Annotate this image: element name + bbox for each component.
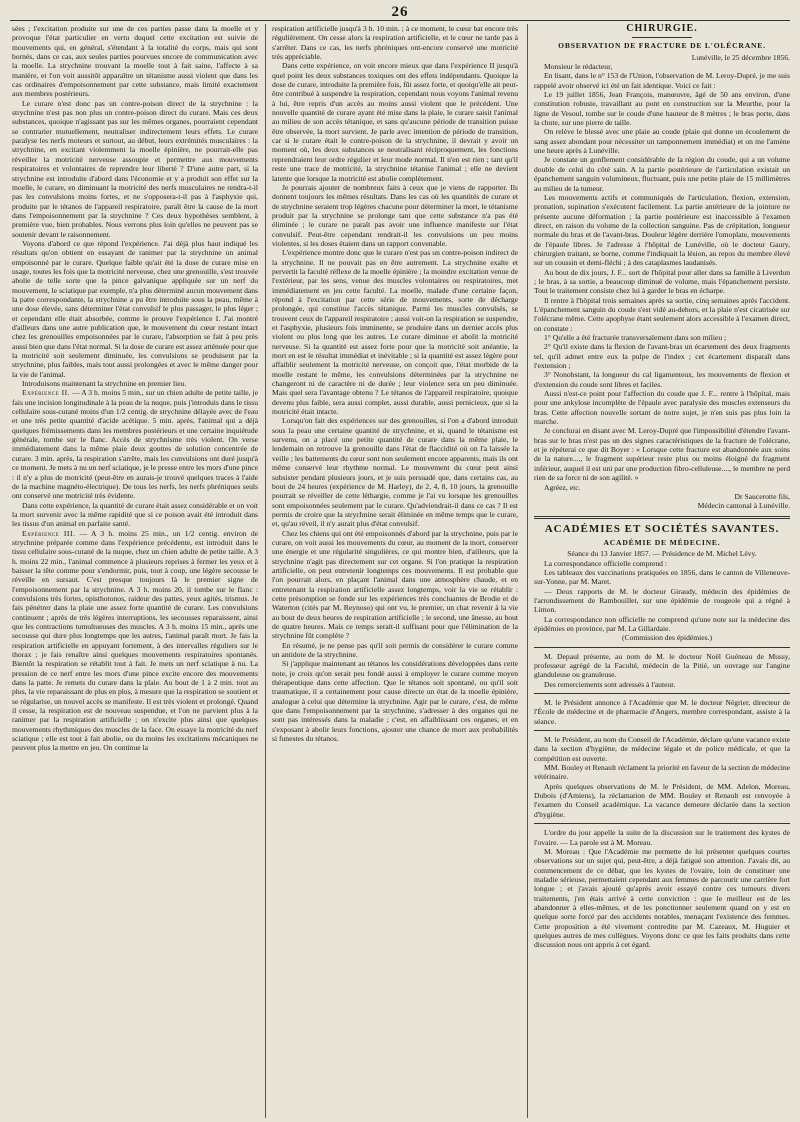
signature-title: Médecin cantonal à Lunéville. xyxy=(697,501,790,511)
signature: Dr Saucerotte fils, xyxy=(734,491,790,501)
closing: Agréez, etc. xyxy=(544,482,581,492)
paragraph: La correspondance officielle comprend : xyxy=(544,558,667,568)
paragraph: respiration artificielle jusqu'à 3 h. 10 min. ; à ce moment, le cœur bat encore très régulièrement. On cesse alors la respiration artificielle, et le cœur ne tarde pas à s'arrêter. Dans ce cas, les nerfs phréniques ont-encore conservé une motricité très appréciable. xyxy=(272,24,518,62)
divider xyxy=(534,693,790,694)
session-line: Séance du 13 Janvier 1857. — Présidence de M. Michel Lévy. xyxy=(567,549,757,559)
paragraph: Si j'applique maintenant au tétanos les considérations développées dans cette note, je crois qu'on serait peu fondé aussi à employer le curare comme moyen thérapeutique dans cette affection. Que le tétanos soit spontané, ou qu'il soit traumatique, il a certainement pour cause directe un état de la moelle épinière, analogue à celui que détermine la strychnine. Agir par le curare, c'est, de même que dans l'empoisonnement par la strychnine, s'adresser à des organes qui ne sont pas intéressés dans la maladie ; c'est, en affaiblissant ces organes, et en s'exposant à abolir leurs fonctions, ajouter une chance de mort aux probabilités si funestes du tétanos. xyxy=(272,659,518,744)
observation-title: OBSERVATION DE FRACTURE DE L'OLÉCRANE. xyxy=(558,41,766,51)
place-date: Lunéville, le 25 décembre 1856. xyxy=(691,52,790,62)
section-divider xyxy=(534,516,790,519)
paragraph: Je conclurai en disant avec M. Leroy-Dupré que l'impossibilité d'étendre l'avant-bras sur le bras n'est pas un des signes caractéristiques de la fracture de l'olécrane, et je répéterai ce que dit Boyer : « Lorsque cette fracture est abandonnée aux soins de la nature...., le fragment supérieur reste plus ou moins éloigné du fragment inférieur, auquel il est uni par une production fibro-celluleuse...., le membre ne perd rien de sa force ni de son agilité. » xyxy=(534,426,790,483)
column-2 xyxy=(272,24,518,1118)
paragraph: M. Depaul présente, au nom de M. le docteur Noël Guéneau de Mussy, professeur agrégé de la Faculté, médecin de la Pitié, un ouvrage sur l'angine glanduleuse ou granuleuse. xyxy=(534,651,790,680)
column-divider xyxy=(527,24,528,1118)
paragraph: On relève le blessé avec une plaie au coude (plaie qui donne un écoulement de sang assez abondant pour nécessiter un tamponnement immédiat) et on me l'amène une heure après à Lunéville. xyxy=(534,127,790,156)
paragraph: Après quelques observations de M. le Président, de MM. Adelon, Moreau, Dubois (d'Amiens), la réclamation de MM. Bouley et Renault est renvoyée à l'examen du Conseil académique. La vacance demeure déclarée dans la section d'hygiène. xyxy=(534,781,790,819)
section-title-chirurgie: CHIRURGIE. xyxy=(626,24,698,34)
paragraph: Lorsqu'on fait des expériences sur des grenouilles, si l'on a d'abord introduit sous la peau une certaine quantité de strychnine, et si, quand le tétanisme est survenu, on a placé une petite quantité de curare dans la même plaie, le lendemain on retrouve la grenouille dans l'état de flaccidité où on l'a laissée la veille ; les battements du cœur sont non seulement encore apparents, mais ils ont même conservé leur rhythme normal. Le mouvement du cœur peut ainsi subsister pendant plusieurs jours, et je suis persuadé que, dans certains cas, au bout de 24 heures (expérience de M. Harley), de 2, 4, 8, 10 jours, la grenouille pourrait se réveiller de cette léthargie, comme je l'ai vu lorsque les grenouilles sont empoisonnées seulement par le curare. Qu'adviendrait-il dans ce cas ? Il est permis de croire que la strychnine serait éliminée en même temps que le curare, et, qu'au réveil, il n'y aurait plus d'état convulsif. xyxy=(272,416,518,529)
paragraph: Chez les chiens qui ont été empoisonnés d'abord par la strychnine, puis par le curare, on voit aussi les mouvements du cœur, au moment de la mort, conserver une énergie et une régularité singulières, ce qui montre bien, d'ailleurs, que la strychnine n'agit pas directement sur cet organe. Si l'on pratique la respiration artificielle, on peut entretenir longtemps ces mouvements. Il est probable que l'on pourrait alors, en plaçant l'animal dans une atmosphère chaude, et en entretenant la respiration artificielle assez longtemps, voir la vie se rétablir : cette présomption se fonde sur les expériences très concluantes de Brodie et de Waterton (cités par M. Reynoso) qui ont vu, le premier, un chat revenir à la vie au bout de deux heures de respiration artificielle ; le second, une ânesse, au bout de quatre heures. Mais ce temps serait-il suffisant pour que l'élimination de la strychnine fût complète ? xyxy=(272,528,518,641)
paragraph: Le curare n'est donc pas un contre-poison direct de la strychnine : la strychnine n'est pas non plus un contre-poison direct du curare. Mais ces deux substances, quoique n'agissant pas sur les mêmes organes, pourraient cependant se contrarier mutuellement, neutraliser indirectement leurs effets. Le curare paralyse les nerfs moteurs et surtout, au début, leurs extrémités musculaires : la strychnine, en excitant violemment la moelle épinière, ne pourrait-elle pas réveiller la motricité nerveuse assoupie et permettre aux mouvements respiratoires et volontaires de reprendre leur liberté ? D'une autre part, si la strychnine est introduite d'abord dans l'économie et y a produit son effet sur la moelle, le curare, en diminuant la motricité des nerfs musculaires ne rendra-t-il pas les convulsions moins fortes, et ne s'opposera-t-il pas à l'asphyxie qui, produite par le tétanos de l'appareil respiratoire, paraît être la cause de la mort dans l'empoisonnement par la strychnine ? Ces deux hypothèses semblent, à première vue, bien probables. Nous verrons plus loin qu'elles ne peuvent pas se soutenir devant le raisonnement. xyxy=(12,98,258,239)
experiment-label: Expérience II. xyxy=(22,388,71,398)
paragraph: Les mouvements actifs et communiqués de l'articulation, flexion, extension, pronation, supination s'exécutent facilement. La partie antérieure de la jointure ne présente aucune déformation ; la partie postérieure est inaccessible à l'examen direct, en raison du volume de la collection sanguine. Pas de crépitation, longueur normale du bras et de l'avant-bras. Douleur légère derrière l'omoplate, mouvements de l'épaule libres. Je l'adresse à l'hôpital de Lunéville, où le docteur Gaury, chirurgien traitant, se borne, comme l'indiquait la lésion, au repos du membre élevé sur un coussin et demi-fléchi ; à des cataplasmes laudanisés. xyxy=(534,192,790,268)
paragraph: MM. Bouley et Renault réclament la priorité en faveur de la section de médecine vétérinaire. xyxy=(534,763,790,782)
paragraph: sées ; l'excitation produite sur une de ces parties passe dans la moelle et y provoque l'état particulier en vertu duquel cette excitation est suivie de mouvements qui, en général, s'étendant à la totalité du corps, mais qui sont bornés, dans ce cas, aux seules parties pourvues encore de communication avec la moelle. La strychnine trouvant la moelle tout à fait saine, l'affecte à sa manière, et l'on voit aussitôt apparaître un tétanisme aussi violent que dans les cas ordinaires d'empoisonnement par cette substance, mais limité exactement aux membres postérieurs. xyxy=(12,24,258,99)
academies-title: ACADÉMIES ET SOCIÉTÉS SAVANTES. xyxy=(544,522,780,535)
paragraph: Des remerciements sont adressés à l'auteur. xyxy=(544,679,676,689)
paragraph: L'expérience montre donc que le curare n'est pas un contre-poison indirect de la strychnine. Il ne pouvait pas en être autrement. La strychnine exalte et pervertit la faculté réflexe de la moelle épinière ; la moindre excitation venue de l'extérieur, par les sens, venue des muscles volontaires ou respiratoires, met immédiatement en jeu cette faculté. La moelle, malade d'une certaine façon, répond à l'excitation par cette série de mouvements, sorte de décharge prolongée, qui constitue l'accès tétanique. Parmi les muscles convulsés, se trouvent ceux de l'appareil respiratoire ; aussi voit-on la respiration se suspendre, et l'asphyxie, plusieurs fois imminente, se produire dans un dernier accès plus violent ou plus long que les autres. Le curare diminue et abolit la motricité nerveuse. Si la quantité est assez forte pour que la motricité soit anéantie, la mort en est le résultat immédiat et inévitable ; si la quantité est assez légère pour affaiblir seulement la motricité nerveuse, on conçoit que, l'état morbide de la moelle restant le même, les convulsions déterminées par la strychnine ne changeront ni de caractère ni de durée ; leur violence sera un peu diminuée. Mais quel sera l'avantage obtenu ? Le tétanos de l'appareil respiratoire, quoique devenu plus faible, sera aussi complet, aussi durable, aussi pernicieux, que si la motricité était intacte. xyxy=(272,248,518,417)
paragraph: Introduisons maintenant la strychnine en premier lieu. xyxy=(22,379,187,389)
divider xyxy=(534,647,790,648)
commission-note: (Commission des épidémies.) xyxy=(621,633,713,643)
column-1 xyxy=(12,24,258,1118)
paragraph: Dans cette expérience, on voit encore mieux que dans l'expérience II jusqu'à quel point les deux substances toxiques ont des effets indépendants. Quoique la dose de curare, introduite la première fois, fût assez forte, et quoiqu'elle ait peut-être contribué à suspendre la respiration, cependant nous voyons l'animal revenu à lui, être repris d'un accès au moins aussi violent que le précédent. Une nouvelle quantité de curare ayant été mise dans la plaie, le curare saisit l'animal au milieu de son accès tétanique, et sans qu'aucune période de transition puisse être observée, la mort survient. Je parle avec intention de période de transition, car si le curare était le contre-poison de la strychnine, il devrait y avoir un moment où, les deux substances se neutralisant réciproquement, les fonctions reprendraient leur ordre régulier et leur mode normal. Il n'en est rien ; tant qu'il reste une trace de motricité, la strychnine tétanise l'animal ; elle ne devient latente que lorsque la motricité est abolie complètement. xyxy=(272,61,518,183)
paragraph: M. le Président annonce à l'Académie que M. le docteur Négrier, directeur de l'École de médecine et de pharmacie d'Angers, membre correspondant, assiste à la séance. xyxy=(534,698,790,726)
column-divider xyxy=(265,24,266,1118)
paragraph: Il rentre à l'hôpital trois semaines après sa sortie, cinq semaines après l'accident. L'épanchement sanguin du coude s'est vidé au-dehors, et la plaie n'est cicatrisée sur l'olécrane même. Cette apophyse étant seulement alors accessible à l'examen direct, on constate : xyxy=(534,295,790,333)
experiment-label: Expérience III. xyxy=(22,528,76,538)
experiment-2 xyxy=(12,388,258,500)
paragraph: Dans cette expérience, la quantité de curare était assez considérable et on voit la mort survenir avec la même rapidité que si ce poison avait été introduit dans les tissus d'un animal en parfaite santé. xyxy=(12,500,258,529)
experiment-3 xyxy=(12,529,258,753)
paragraph: En résumé, je ne pense pas qu'il soit permis de considérer le curare comme un antidote de la strychnine. xyxy=(272,640,518,660)
experiment-text: — A 3 h. moins 5 min., sur un chien adulte de petite taille, je fais une incision longitudinale à la peau de la nuque, puis j'introduis dans le tissu cellulaire sous-cutané moins d'un 1/2 centig. de strychnine délayée avec de l'eau et une très petite quantité d'acide acétique. 5 min. après, l'animal qui a déjà quelques frémissements dans les membres postérieurs et une certaine inquiétude générale, tombe sur le flanc. Accès de strychnisme très violent. On verse immédiatement dans la même plaie deux gouttes de solution concentrée de curare. 3 min. après, la respiration s'arrête, mais les convulsions ont duré jusqu'à ce moment. Je mets à nu un nerf sciatique, je le presse entre les mors d'une pince : il n'y a plus de motricité (peut-être en aurais-je trouvé quelques traces à l'aide de la machine magnéto-électrique). De tous les nerfs, les nerfs phréniques seuls ont conservé une motricité très évidente. xyxy=(12,388,258,501)
paragraph: 1° Qu'elle a été fracturée transversalement dans son milieu ; xyxy=(544,333,727,342)
paragraph: 3° Nonobstant, la longueur du cal ligamenteux, les mouvements de flexion et d'extension du coude sont libres et faciles. xyxy=(534,370,790,389)
paragraph: M. le Président, au nom du Conseil de l'Académie, déclare qu'une vacance existe dans la section d'hygiène, de médecine légale et de police médicale, et que la compétition est ouverte. xyxy=(534,735,790,763)
title-rule xyxy=(632,37,692,38)
academie-subtitle: ACADÉMIE DE MÉDECINE. xyxy=(603,537,721,547)
paragraph: En lisant, dans le n° 153 de l'Union, l'observation de M. Leroy-Dupré, je me suis rappelé avoir observé ici été un fait identique. Voici ce fait : xyxy=(534,71,790,90)
paragraph: Le 19 juillet 1856, Jean François, manœuvre, âgé de 50 ans environ, d'une constitution robuste, travaillant au pont en construction sur la Meurthe, pour la ligne de Vesoul, tombe sur le coude d'une hauteur de 8 mètres ; le bras porte, dans la chute, sur une pierre de taille. xyxy=(534,90,790,128)
paragraph: Au bout de dix jours, J. F... sort de l'hôpital pour aller dans sa famille à Liverdun ; le bras, à sa sortie, a beaucoup diminué de volume, mais l'épanchement persiste. Tout le traitement consiste chez lui à garder le bras en écharpe. xyxy=(534,267,790,296)
salutation: Monsieur le rédacteur, xyxy=(544,62,613,72)
page-number: 26 xyxy=(391,4,409,20)
paragraph: L'ordre du jour appelle la suite de la discussion sur le traitement des kystes de l'ovaire. — La parole est à M. Moreau. xyxy=(534,828,790,847)
paragraph: Aussi n'est-ce point pour l'affection du coude que J. F... rentre à l'hôpital, mais pour une ankylose incomplète de l'épaule avec paralysie des muscles extenseurs du bras. Cette affection nouvelle sortant de notre sujet, je n'en suis pas plus loin la marche. xyxy=(534,389,790,427)
divider xyxy=(534,730,790,731)
paragraph: Les tableaux des vaccinations pratiquées en 1856, dans le canton de Villeneuve-sur-Yonne, par M. Maret. xyxy=(534,567,790,587)
paragraph: La correspondance non officielle ne comprend qu'une note sur la médecine des épidémies en province, par M. La Gillardaie. xyxy=(534,614,790,633)
header-rule xyxy=(10,20,790,21)
paragraph: Je constate un gonflement considérable de la région du coude, qui a un volume double de celui du côté sain. A la partie postérieure de l'articulation existait un épanchement sanguin volumineux, fluctuant, puis une petite plaie de 15 millimètres au milieu de la tumeur. xyxy=(534,155,790,193)
column-3 xyxy=(534,24,790,1118)
experiment-text: — A 3 h. moins 25 min., un 1/2 centig. environ de strychnine préparée comme dans l'expérience précédente, est introduit dans le tissu cellulaire sous-cutané de la nuque, chez un chien adulte de petite taille. A 3 h. moins 22 min., l'animal commence à plusieurs reprises à fermer les yeux et à baisser la tête comme pour s'endormir, puis, tout à coup, une légère secousse le réveille en sursaut. C'est presque toujours là le premier signe de l'empoisonnement par la strychnine. A 3 h. moins 20, il tombe sur le flanc : convulsions très fortes, opisthotonos, raideur des pattes, yeux agités, trismus. Je fais pénétrer dans la plaie une assez forte quantité de curare. Les convulsions continuent ; après de très légères interruptions, les secousses reparaissent, ainsi que les contractions tumultueuses des muscles. A 3 h. moins 15 min., après une secousse qui dure plus longtemps que les autres, l'animal paraît mort. Je fais la respiration artificielle en appuyant fortement, à des intervalles réguliers sur le thorax ; je fais renaître ainsi quelques mouvements respiratoires spontanés. Bientôt la respiration se rétablit tout à fait. Je mets un nerf sciatique à nu. La pression de ce nerf entre les mors d'une pince excite encore des mouvements dans la patte. Je remets du curare dans la plaie. Au bout de 1 à 2 min. tout au plus, la vie reparaissant de plus en plus, à mesure que la respiration se soutient et se régularise, un nouvel accès se manifeste. Il est très violent et prolongé. Quand il cesse, la respiration est de nouveau suspendue, et l'on ne parvient plus à la ranimer par la respiration artificielle ; on n'excite plus ainsi que quelques mouvements rhythmiques des muscles de la face. On essaye la motricité du nerf sciatique ; elle est tout à fait abolie, ou du moins les excitations mécaniques ne peuvent plus la mettre en jeu. On continue la xyxy=(12,528,258,753)
paragraph: 2° Qu'il existe dans la flexion de l'avant-bras un écartement des deux fragments tel, qu'il admet entre eux la pulpe de l'index ; cet écartement disparaît dans l'extension ; xyxy=(534,342,790,371)
paragraph: M. Moreau : Que l'Académie me permette de lui présenter quelques courtes observations sur un sujet qui, peut-être, a déjà fatigué son attention. J'avais dit, au commencement de ce débat, que les kystes de l'ovaire, loin de constituer une maladie sérieuse, permettaient cependant aux femmes de parcourir une carrière fort longue ; et j'avais ajouté qu'après avoir essayé contre ces tumeurs divers traitements, j'en étais arrivé à cette conviction : que le meilleur est de les abandonner à elles-mêmes, et de les ponctionner seulement quand on y est en quelque sorte forcé par des accidents notables, menaçant l'existence des femmes. Cette proposition a été vivement contredite par M. Cazeaux, M. Huguier et quelques autres de mes collègues. Voyons donc ce que les faits produits dans cette discussion nous ont appris à cet égard. xyxy=(534,846,790,950)
paragraph: Je pourrais ajouter de nombreux faits à ceux que je viens de rapporter. Ils donnent toujours les mêmes résultats. Dans les cas où les quantités de curare et de strychnine seraient trop légères chacune pour déterminer la mort, le tétanisme produit par la strychnine se prolonge tant que cette substance n'a pas été éliminée ; le curare ne paraît pas avoir une influence manifeste sur l'état convulsif. Peut-être cependant rendrait-il les convulsions un peu moins violentes, si les doses étaient dans un rapport convenable. xyxy=(272,182,518,248)
divider xyxy=(534,823,790,824)
paragraph: — Deux rapports de M. le docteur Giraudy, médecin des épidémies de l'arrondissement de Rambouillet, sur une épidémie de rougeole qui a régné à Limon. xyxy=(534,586,790,615)
paragraph: Voyons d'abord ce que répond l'expérience. J'ai déjà plus haut indiqué les résultats qu'on obtient en essayant de ranimer par la strychnine un animal empoisonné par le curare. Quelque faible qu'ait été la dose de curare mise en usage, toutes les fois que la motricité nerveuse, chez une grenouille, s'est trouvée abolie de telle sorte que la pince galvanique appliquée sur un nerf du mouvement, le sciatique par exemple, n'a plus déterminé aucun mouvement dans la patte correspondante, la strychnine a pu être introduite sous la peau, même à une dose élevée, sans déterminer l'état convulsif le plus passager, le plus léger ; et cependant elle était absorbée, comme le prouve l'expérience I. J'ai montré d'ailleurs dans une autre publication que, le mouvement du cœur restant intact chez les grenouilles empoisonnées par le curare, l'absorption se fait à peu près aussi bien que dans l'état normal. Si la dose de curare est assez atténuée pour que la motricité soit seulement diminuée, les convulsions se produisent par la strychnine, plus faibles, mais tout aussi prolongées et avec le même danger pour la vie de l'animal. xyxy=(12,238,258,379)
